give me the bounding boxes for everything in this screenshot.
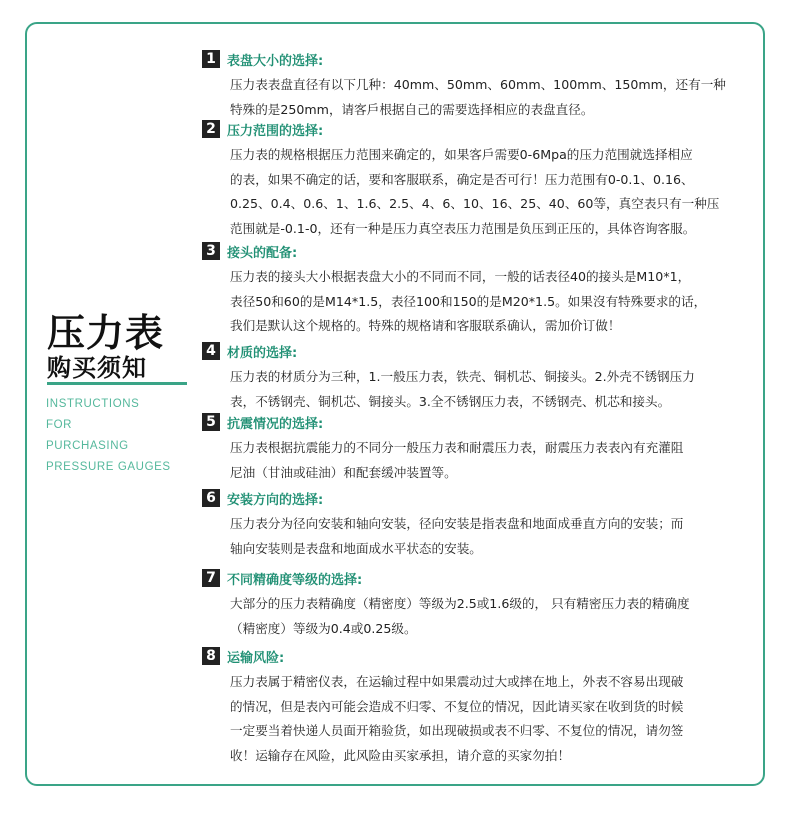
body-line: 压力表表盘直径有以下几种：40mm、50mm、60mm、100mm、150mm，还有一种 xyxy=(230,77,726,92)
section-number: 2 xyxy=(202,120,220,138)
body-line: 压力表的材质分为三种，1.一般压力表，铁壳、铜机芯、铜接头。2.外壳不锈钢压力 xyxy=(230,369,695,384)
section-body xyxy=(230,365,762,414)
subtitle: 购买须知 xyxy=(47,354,147,382)
body-line: 表，不锈钢壳、铜机芯、铜接头。3.全不锈钢压力表，不锈钢壳、机芯和接头。 xyxy=(230,393,671,409)
body-line: 表径50和60的是M14*1.5，表径100和150的是M20*1.5。如果沒有特殊要求的话， xyxy=(230,293,707,309)
section-number: 6 xyxy=(202,489,220,507)
body-line: （精密度）等级为0.4或0.25级。 xyxy=(230,620,417,636)
body-line: 范围就是-0.1-0，还有一种是压力真空表压力范围是负压到正压的，具体咨询客服。 xyxy=(230,220,696,236)
section-number: 4 xyxy=(202,342,220,360)
section-number: 3 xyxy=(202,242,220,260)
body-line: 0.25、0.4、0.6、1、1.6、2.5、4、6、10、16、25、40、60等，真空表只有一种压 xyxy=(230,196,720,211)
english-line: FOR xyxy=(46,419,73,431)
body-line: 尼油（甘油或硅油）和配套缓冲装置等。 xyxy=(230,464,457,480)
section-body xyxy=(230,143,762,241)
section-body xyxy=(230,592,762,641)
section-mounting xyxy=(202,487,762,561)
title-underline xyxy=(47,382,187,385)
section-body xyxy=(230,73,762,122)
english-line: PURCHASING xyxy=(46,440,129,452)
section-number: 8 xyxy=(202,647,220,665)
section-dial-size xyxy=(202,48,762,122)
english-caption xyxy=(46,394,176,478)
body-line: 我们是默认这个规格的。特殊的规格请和客服联系确认，需加价订做！ xyxy=(230,318,621,333)
section-title: 安装方向的选择: xyxy=(227,492,324,508)
main-title: 压力表 xyxy=(47,311,165,355)
section-number: 7 xyxy=(202,569,220,587)
section-title: 表盘大小的选择: xyxy=(227,53,324,69)
section-shipping-risk xyxy=(202,645,762,768)
body-line: 压力表分为径向安装和轴向安装，径向安装是指表盘和地面成垂直方向的安装；而 xyxy=(230,516,684,531)
section-number: 5 xyxy=(202,413,220,431)
section-title: 材质的选择: xyxy=(227,345,298,361)
body-line: 压力表属于精密仪表，在运输过程中如果震动过大或摔在地上，外表不容易出现破 xyxy=(230,674,684,689)
body-line: 压力表的接头大小根据表盘大小的不同而不同，一般的话表径40的接头是M10*1， xyxy=(230,269,691,284)
body-line: 压力表根据抗震能力的不同分一般压力表和耐震压力表，耐震压力表表內有充灌阻 xyxy=(230,440,684,455)
section-body xyxy=(230,512,762,561)
body-line: 轴向安装则是表盘和地面成水平状态的安装。 xyxy=(230,540,482,556)
section-body xyxy=(230,265,762,339)
section-title: 运输风险: xyxy=(227,650,285,666)
section-accuracy xyxy=(202,567,762,641)
body-line: 压力表的规格根据压力范围来确定的，如果客戶需要0-6Mpa的压力范围就选择相应 xyxy=(230,147,693,162)
body-line: 的情况，但是表內可能会造成不归零、不复位的情况，因此请买家在收到货的时候 xyxy=(230,698,684,714)
body-line: 收！运输存在风险，此风险由买家承担，请介意的买家勿拍！ xyxy=(230,747,571,763)
section-shockproof xyxy=(202,411,762,485)
body-line: 大部分的压力表精确度（精密度）等级为2.5或1.6级的， 只有精密压力表的精确度 xyxy=(230,596,690,611)
english-line: PRESSURE GAUGES xyxy=(46,461,171,473)
english-line: INSTRUCTIONS xyxy=(46,398,140,410)
body-line: 特殊的是250mm，请客戶根据自己的需要选择相应的表盘直径。 xyxy=(230,101,594,117)
section-connector xyxy=(202,240,762,339)
section-body xyxy=(230,670,762,768)
section-title: 抗震情况的选择: xyxy=(227,416,324,432)
section-body xyxy=(230,436,762,485)
section-title: 不同精确度等级的选择: xyxy=(227,572,363,588)
section-material xyxy=(202,340,762,414)
body-line: 的表，如果不确定的话，要和客服联系，确定是否可行！压力范围有0-0.1、0.16、 xyxy=(230,171,694,187)
section-title: 接头的配备: xyxy=(227,245,298,261)
body-line: 一定要当着快递人员面开箱验货，如出现破损或表不归零、不复位的情况，请勿签 xyxy=(230,723,684,738)
section-pressure-range xyxy=(202,118,762,241)
section-number: 1 xyxy=(202,50,220,68)
section-title: 压力范围的选择: xyxy=(227,123,324,139)
